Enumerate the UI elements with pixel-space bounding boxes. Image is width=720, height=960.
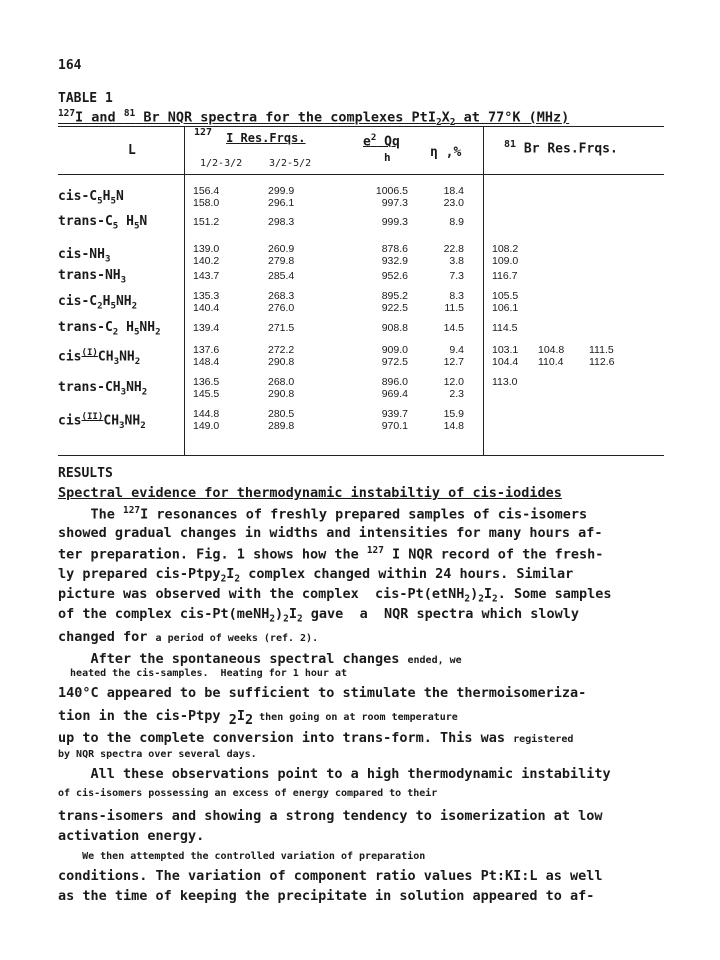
table-cell: 970.1 xyxy=(381,420,408,432)
table-cell: 12.0 xyxy=(443,376,464,388)
table-cell-br: 110.4 xyxy=(538,356,564,368)
table-cell: 878.6 xyxy=(381,243,408,255)
table-cell: 2.3 xyxy=(449,388,464,400)
table-cell: 296.1 xyxy=(268,197,295,209)
row-ligand: cis-$C_2H_5NH_2$ xyxy=(58,294,138,312)
table-cell-br: 113.0 xyxy=(492,376,518,388)
table-cell: 290.8 xyxy=(268,356,295,368)
results-line: changed for a period of weeks (ref. 2). xyxy=(58,629,319,645)
table-cell-br: 109.0 xyxy=(492,255,519,267)
table-cell: 997.3 xyxy=(381,197,408,209)
table-cell: 922.5 xyxy=(381,302,408,314)
results-line: ter preparation. Fig. 1 shows how the $^{127}$ I NQR record of the fresh- xyxy=(58,545,604,563)
table-cell: 969.4 xyxy=(381,388,408,400)
results-line: as the time of keeping the precipitate in solution appeared to af- xyxy=(58,888,595,904)
table-cell: 8.9 xyxy=(449,216,464,228)
results-line: After the spontaneous spectral changes ended, we xyxy=(58,651,462,667)
table-cell: 139.4 xyxy=(193,322,220,334)
table-cell-br: 104.4 xyxy=(492,356,519,368)
table-label: TABLE 1 xyxy=(58,91,113,106)
table-cell: 139.0 xyxy=(193,243,220,255)
table-cell: 18.4 xyxy=(443,185,464,197)
table-cell: 15.9 xyxy=(443,408,464,420)
header-h: h xyxy=(384,151,391,164)
table-cell-br: 104.8 xyxy=(538,344,565,356)
table-cell: 999.3 xyxy=(381,216,408,228)
header-i-res: $^{127}$ I Res.Frqs. xyxy=(194,127,306,145)
row-ligand: trans-$CH_3NH_2$ xyxy=(58,380,148,398)
results-line: conditions. The variation of component ratio values Pt:KI:L as well xyxy=(58,868,603,884)
results-line: tion in the cis-Ptpy $_2I_2$ then going on at room temperature xyxy=(58,708,458,729)
table-cell: 7.3 xyxy=(449,270,464,282)
table-cell: 14.8 xyxy=(443,420,464,432)
row-ligand: trans-$NH_3$ xyxy=(58,268,127,286)
results-line: of the complex cis-$Pt(meNH_2)_2I_2$ gave a NQR spectra which slowly xyxy=(58,606,580,625)
header-sub-b: 3/2-5/2 xyxy=(269,158,312,169)
table-cell: 932.9 xyxy=(381,255,408,267)
table-cell: 271.5 xyxy=(268,322,295,334)
header-eqq: $e^2$ Qq xyxy=(363,133,400,150)
header-L: L xyxy=(128,143,136,158)
table-cell: 285.4 xyxy=(268,270,295,282)
table-cell: 9.4 xyxy=(449,344,464,356)
table-cell-br: 114.5 xyxy=(492,322,518,334)
results-line: The $^{127}$I resonances of freshly prepared samples of cis-isomers xyxy=(58,505,588,523)
table-cell: 136.5 xyxy=(193,376,220,388)
table-cell: 156.4 xyxy=(193,185,220,197)
results-heading: RESULTS xyxy=(58,466,113,481)
table-cell: 952.6 xyxy=(381,270,408,282)
nqr-table xyxy=(58,126,664,456)
results-line: We then attempted the controlled variation of preparation xyxy=(58,851,426,862)
table-cell: 280.5 xyxy=(268,408,295,420)
results-subheading: Spectral evidence for thermodynamic instabiltiy of cis-iodides xyxy=(58,485,562,501)
table-cell: 279.8 xyxy=(268,255,295,267)
results-line: activation energy. xyxy=(58,828,205,844)
row-ligand: cis-$C_5H_5N$ xyxy=(58,189,124,207)
table-cell: 260.9 xyxy=(268,243,295,255)
results-line: 140°C appeared to be sufficient to stimulate the thermoisomeriza- xyxy=(58,685,587,701)
table-caption: $^{127}$I and $^{81}$ Br NQR spectra for the complexes $PtI_2X_2$ at 77°K (MHz) xyxy=(58,108,570,129)
table-cell-br: 116.7 xyxy=(492,270,518,282)
table-cell: 144.8 xyxy=(193,408,220,420)
header-sub-a: 1/2-3/2 xyxy=(200,158,243,169)
results-line: picture was observed with the complex cis-$Pt(etNH_2)_2I_2$. Some samples xyxy=(58,586,612,605)
table-cell: 145.5 xyxy=(193,388,220,400)
table-cell: 289.8 xyxy=(268,420,295,432)
table-cell: 268.3 xyxy=(268,290,295,302)
table-cell: 939.7 xyxy=(381,408,408,420)
table-cell: 3.8 xyxy=(449,255,464,267)
table-cell: 23.0 xyxy=(443,197,464,209)
table-cell: 151.2 xyxy=(193,216,220,228)
page-number: 164 xyxy=(58,58,82,73)
row-ligand: trans-$C_5$ $H_5N$ xyxy=(58,214,148,232)
table-cell: 299.9 xyxy=(268,185,295,197)
table-cell: 137.6 xyxy=(193,344,220,356)
table-cell: 908.8 xyxy=(381,322,408,334)
table-cell: 895.2 xyxy=(381,290,408,302)
table-cell: 14.5 xyxy=(443,322,464,334)
table-cell: 972.5 xyxy=(381,356,408,368)
table-cell: 272.2 xyxy=(268,344,295,356)
table-cell: 896.0 xyxy=(381,376,408,388)
table-cell: 8.3 xyxy=(449,290,464,302)
table-cell: 11.5 xyxy=(444,302,464,314)
results-line: heated the cis-samples. Heating for 1 hour at xyxy=(58,668,347,679)
table-cell: 140.2 xyxy=(193,255,220,267)
table-cell-br: 111.5 xyxy=(589,344,614,356)
table-cell: 158.0 xyxy=(193,197,220,209)
results-line: ly prepared cis-$Ptpy_2I_2$ complex changed within 24 hours. Similar xyxy=(58,566,574,585)
table-cell: 290.8 xyxy=(268,388,295,400)
table-cell: 276.0 xyxy=(268,302,295,314)
table-cell: 140.4 xyxy=(193,302,220,314)
table-cell: 143.7 xyxy=(193,270,220,282)
table-cell-br: 108.2 xyxy=(492,243,519,255)
table-cell: 1006.5 xyxy=(375,185,408,197)
table-cell: 268.0 xyxy=(268,376,295,388)
table-cell-br: 103.1 xyxy=(492,344,519,356)
results-line: All these observations point to a high thermodynamic instability xyxy=(58,766,611,782)
results-line: up to the complete conversion into trans-form. This was registered xyxy=(58,730,574,746)
row-ligand: trans-$C_2$ $H_5NH_2$ xyxy=(58,320,161,338)
table-cell: 909.0 xyxy=(381,344,408,356)
table-cell-br: 112.6 xyxy=(589,356,615,368)
table-cell: 148.4 xyxy=(193,356,220,368)
table-cell: 298.3 xyxy=(268,216,295,228)
table-cell: 149.0 xyxy=(193,420,220,432)
header-br-res: $^{81}$ Br Res.Frqs. xyxy=(504,139,618,157)
row-ligand: cis-$NH_3$ xyxy=(58,247,111,265)
header-eta: η ,% xyxy=(430,145,462,160)
row-ligand: $cis^{(II)}CH_3NH_2$ xyxy=(58,412,146,431)
results-line: by NQR spectra over several days. xyxy=(58,749,257,760)
results-line: trans-isomers and showing a strong tendency to isomerization at low xyxy=(58,808,603,824)
row-ligand: $cis^{(I)}CH_3NH_2$ xyxy=(58,348,141,367)
table-cell: 135.3 xyxy=(193,290,220,302)
table-cell-br: 106.1 xyxy=(492,302,519,314)
results-line: showed gradual changes in widths and intensities for many hours af- xyxy=(58,525,603,541)
table-cell: 12.7 xyxy=(443,356,464,368)
table-cell: 22.8 xyxy=(443,243,464,255)
table-cell-br: 105.5 xyxy=(492,290,519,302)
results-line: of cis-isomers possessing an excess of energy compared to their xyxy=(58,788,438,799)
